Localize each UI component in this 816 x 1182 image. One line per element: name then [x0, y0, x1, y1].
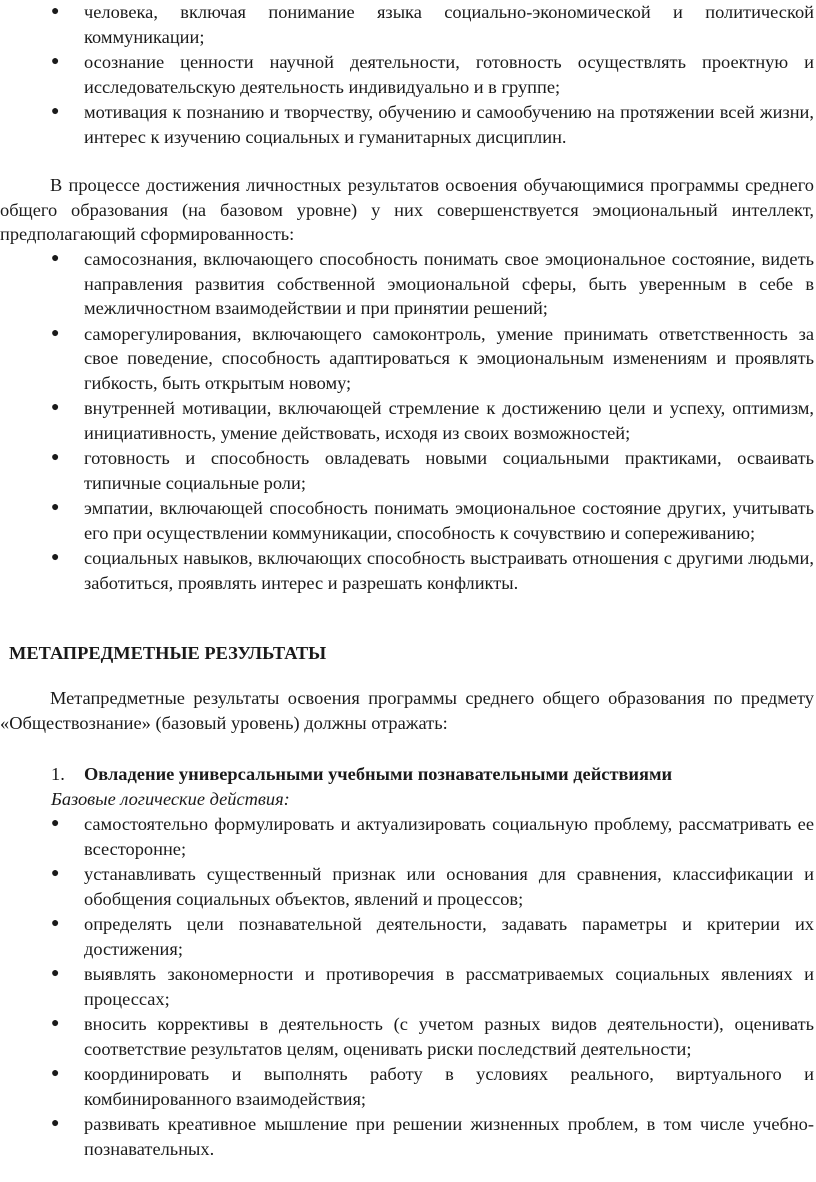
list-item: [0, 322, 814, 396]
list-item: [0, 546, 814, 595]
item-title: Овладение универсальными учебными познавательными действиями: [84, 764, 673, 784]
bullet-icon: ●: [51, 54, 60, 69]
numbered-item: [51, 762, 672, 787]
list-item-text: осознание ценности научной деятельности, готовность осуществлять проектную и исследовательскую деятельность индивидуально и в группе;: [84, 52, 814, 97]
list-item-text: готовность и способность овладевать новыми социальными практиками, осваивать типичные социальные роли;: [84, 448, 814, 493]
bullet-icon: ●: [51, 816, 60, 831]
list-item: [0, 812, 814, 861]
list-item-text: выявлять закономерности и противоречия в рассматриваемых социальных явлениях и процессах;: [84, 964, 814, 1009]
bullet-icon: ●: [51, 104, 60, 119]
bullet-icon: ●: [51, 1116, 60, 1131]
list-item: [0, 1012, 814, 1061]
list-item-text: координировать и выполнять работу в условиях реального, виртуального и комбинированного взаимодействия;: [84, 1064, 814, 1109]
list-item-text: социальных навыков, включающих способность выстраивать отношения с другими людьми, заботиться, проявлять интерес и разрешать конфликты.: [84, 548, 814, 593]
bullet-icon: ●: [51, 325, 60, 341]
list-item-text: вносить коррективы в деятельность (с учетом разных видов деятельности), оценивать соответствие результатов целям, оценивать риски последствий деятельности;: [84, 1014, 814, 1059]
list-item: [0, 396, 814, 445]
list-item-text: саморегулирования, включающего самоконтроль, умение принимать ответственность за свое поведение, способность адаптироваться к эмоциональным изменениям и проявлять гибкость, быть открытым новому;: [84, 323, 814, 393]
list-item: [0, 100, 814, 149]
bullet-icon: ●: [51, 450, 60, 465]
list-item: [0, 1112, 814, 1161]
bullet-icon: ●: [51, 866, 60, 881]
list-item-text: устанавливать существенный признак или основания для сравнения, классификации и обобщения социальных объектов, явлений и процессов;: [84, 864, 814, 909]
list-item-text: эмпатии, включающей способность понимать эмоциональное состояние других, учитывать его при осуществлении коммуникации, способность к сочувствию и сопереживанию;: [84, 498, 814, 543]
list-item: [0, 962, 814, 1011]
list-item-text: определять цели познавательной деятельности, задавать параметры и критерии их достижения;: [84, 914, 814, 959]
bullet-icon: ●: [51, 1066, 60, 1081]
bullet-icon: ●: [51, 966, 60, 981]
bullet-list-personal-results: [0, 0, 814, 150]
subheading-italic: Базовые логические действия:: [51, 789, 290, 809]
list-item-text: внутренней мотивации, включающей стремление к достижению цели и успеху, оптимизм, инициативность, умение действовать, исходя из своих возможностей;: [84, 398, 814, 443]
item-number: 1.: [51, 764, 65, 784]
list-item: [0, 496, 814, 545]
section-heading: МЕТАПРЕДМЕТНЫЕ РЕЗУЛЬТАТЫ: [9, 643, 327, 663]
list-item-text: мотивация к познанию и творчеству, обучению и самообучению на протяжении всей жизни, интерес к изучению социальных и гуманитарных дисциплин.: [84, 102, 814, 147]
bullet-list-emotional-intelligence: [0, 247, 814, 596]
list-item: [0, 446, 814, 495]
bullet-icon: ●: [51, 4, 60, 19]
bullet-icon: ●: [51, 251, 60, 266]
list-item: [0, 1062, 814, 1111]
list-item: [0, 912, 814, 961]
bullet-icon: ●: [51, 500, 60, 515]
list-item-text: самосознания, включающего способность понимать свое эмоциональное состояние, видеть направления развития собственной эмоциональной сферы, быть уверенным в себе в межличностном взаимодействии и при принятии решений;: [84, 249, 814, 318]
list-item-text: человека, включая понимание языка социально-экономической и политической коммуникации;: [84, 2, 814, 47]
bullet-list-logical-actions: [0, 812, 814, 1162]
list-item: [0, 0, 814, 49]
bullet-icon: ●: [51, 1016, 60, 1031]
list-item: [0, 50, 814, 99]
bullet-icon: ●: [51, 916, 60, 931]
list-item: [0, 247, 814, 321]
paragraph-metasubject-intro: Метапредметные результаты освоения программы среднего общего образования по предмету «Обществознание» (базовый уровень) должны отражать:: [0, 688, 814, 733]
bullet-icon: ●: [51, 550, 60, 565]
list-item-text: развивать креативное мышление при решении жизненных проблем, в том числе учебно-познавательных.: [84, 1114, 814, 1159]
list-item-text: самостоятельно формулировать и актуализировать социальную проблему, рассматривать ее всесторонне;: [84, 814, 814, 859]
list-item: [0, 862, 814, 911]
bullet-icon: ●: [51, 400, 60, 415]
paragraph-emotional-intelligence: В процессе достижения личностных результатов освоения обучающимися программы среднего общего образования (на базовом уровне) у них совершенствуется эмоциональный интеллект, предполагающий сформированность:: [0, 175, 814, 244]
